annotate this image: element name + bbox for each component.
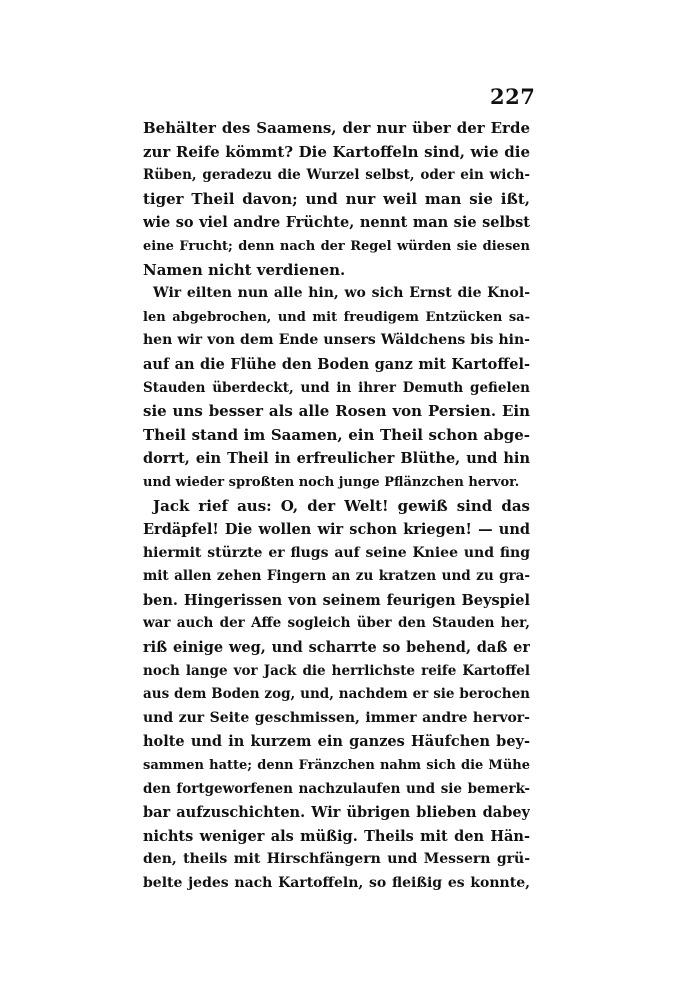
text-line: holte und in kurzem ein ganzes Häufchen bey- — [143, 733, 530, 751]
page-number: 227 — [490, 84, 536, 109]
text-line: war auch der Affe sogleich über den Stauden her, — [143, 615, 530, 632]
text-line: tiger Theil davon; und nur weil man sie ißt, — [143, 189, 530, 208]
text-line: Rüben, geradezu die Wurzel selbst, oder ein wich- — [143, 167, 530, 184]
text-line: Behälter des Saamens, der nur über der Erde — [143, 119, 530, 137]
text-line: sammen hatte; denn Fränzchen nahm sich die Mühe — [143, 758, 530, 774]
text-line: auf an die Flühe den Boden ganz mit Kartoffel- — [143, 355, 530, 373]
text-line: dorrt, ein Theil in erfreulicher Blüthe, und hin — [143, 450, 530, 468]
text-line: mit allen zehen Fingern an zu kratzen und zu gra- — [143, 568, 530, 585]
text-line: Theil stand im Saamen, ein Theil schon abge- — [143, 425, 530, 444]
text-line: riß einige weg, und scharrte so behend, daß er — [143, 639, 530, 657]
text-line: hiermit stürzte er flugs auf seine Kniee und fing — [143, 544, 530, 561]
text-line: noch lange vor Jack die herrlichste reife Kartoffel — [143, 662, 530, 679]
text-line: nichts weniger als müßig. Theils mit den Hän- — [143, 827, 530, 845]
text-line: len abgebrochen, und mit freudigem Entzücken sa- — [143, 309, 530, 325]
text-line: hen wir von dem Ende unsers Wäldchens bis hin- — [143, 332, 530, 349]
text-line: wie so viel andre Früchte, nennt man sie selbst — [143, 214, 530, 232]
text-line: belte jedes nach Kartoffeln, so fleißig es konnte, — [143, 875, 530, 891]
text-line: Erdäpfel! Die wollen wir schon kriegen! — und — [143, 521, 530, 539]
text-line: eine Frucht; denn nach der Regel würden sie diesen — [143, 238, 530, 254]
text-line: den fortgeworfenen nachzulaufen und sie bemerk- — [143, 780, 530, 797]
text-line: Wir eilten nun alle hin, wo sich Ernst die Knol- — [153, 285, 530, 302]
text-line: und wieder sproßten noch junge Pflänzchen hervor. — [143, 474, 520, 490]
text-line: sie uns besser als alle Rosen von Persien. Ein — [143, 402, 530, 421]
text-line: Namen nicht verdienen. — [143, 260, 346, 279]
text-line: bar aufzuschichten. Wir übrigen blieben dabey — [143, 804, 530, 822]
text-line: und zur Seite geschmissen, immer andre hervor- — [143, 709, 530, 726]
text-line: zur Reife kömmt? Die Kartoffeln sind, wie die — [143, 142, 530, 161]
body-text — [143, 117, 530, 896]
text-line: ben. Hingerissen von seinem feurigen Beyspiel — [143, 591, 530, 609]
text-line: aus dem Boden zog, und, nachdem er sie berochen — [143, 686, 530, 703]
text-line: den, theils mit Hirschfängern und Messern grü- — [143, 851, 530, 868]
text-line: Jack rief aus: O, der Welt! gewiß sind das — [153, 496, 530, 515]
text-line: Stauden überdeckt, und in ihrer Demuth gefielen — [143, 379, 530, 396]
